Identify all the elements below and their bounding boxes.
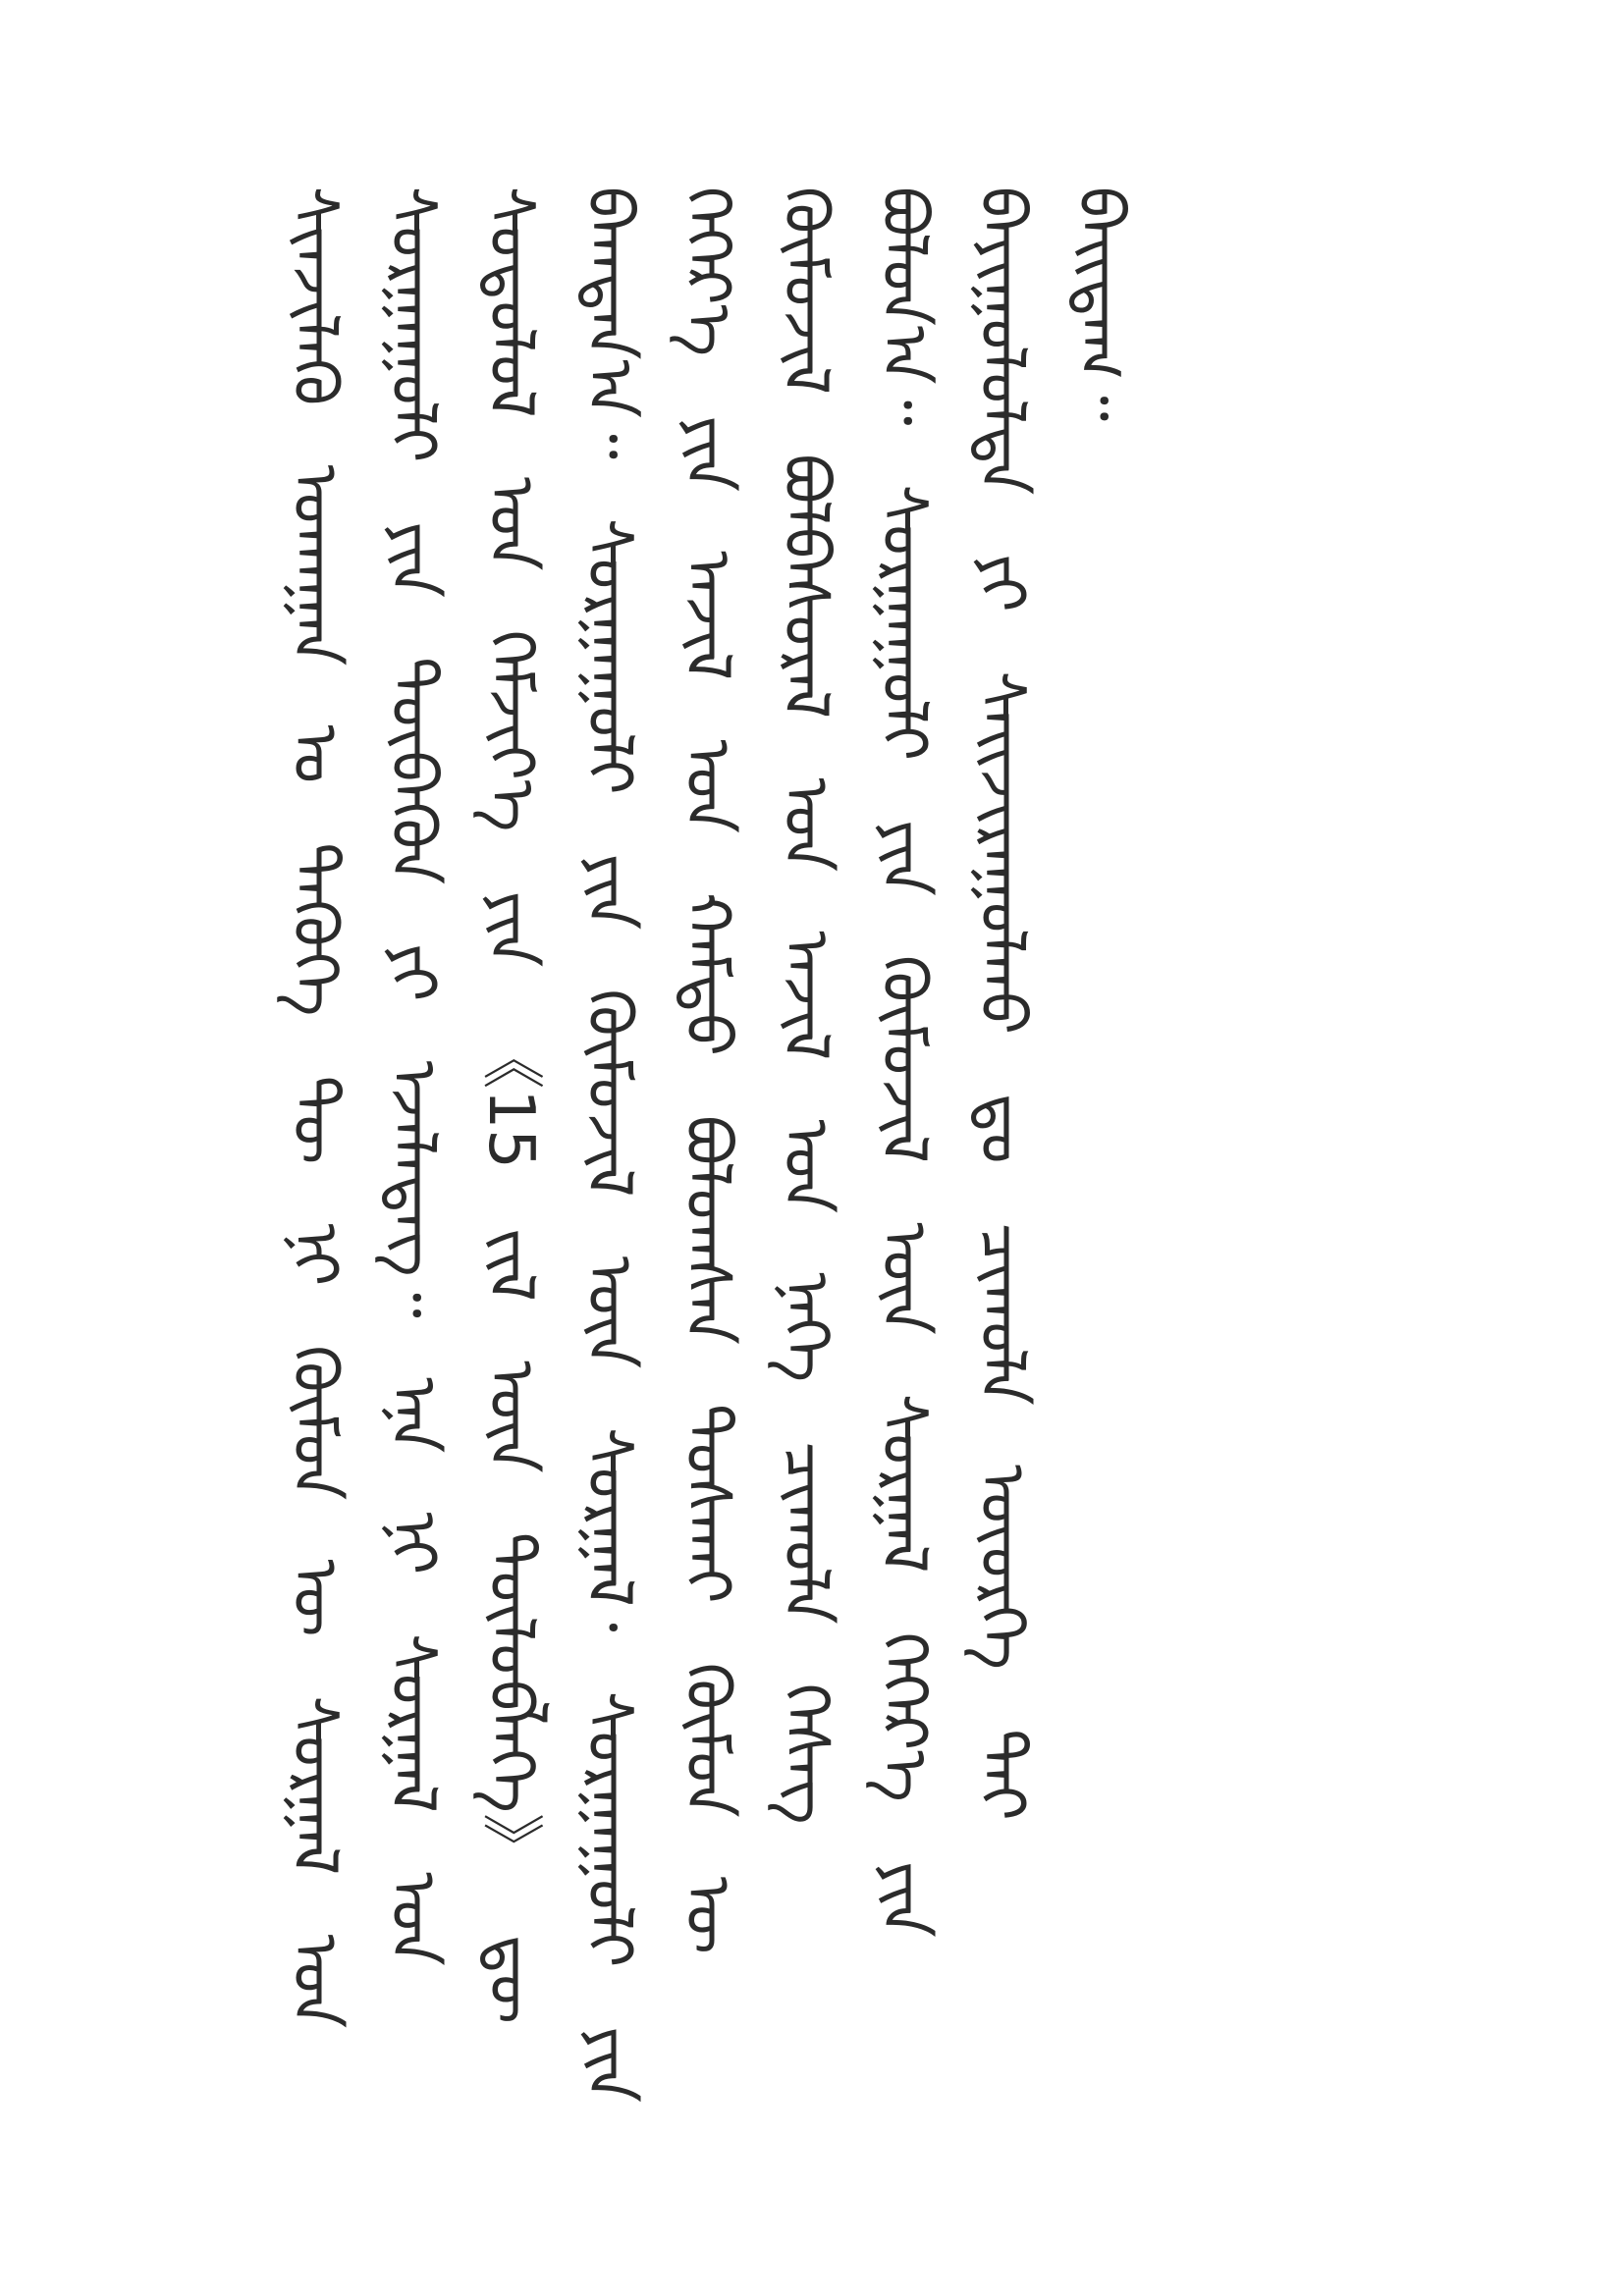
body-text bbox=[265, 187, 1345, 2110]
paragraph: ᠰᠢᠨᠵᠢᠯᠡᠬᠦ ᠤᠬᠠᠭᠠᠨ ᠤ ᠲᠡᠬᠦᠬᠡ ᠲᠦ ᠨᠢ ᠬᠦᠮᠦᠨ ᠦ ᠰᠤᠷᠭᠠᠯ ᠤᠨ ᠰᠤᠷᠭᠠᠭᠤᠯᠢ ᠶᠢᠨ ᠲᠦᠪᠡᠭᠦᠨ ᠶᠢ ᠡᠵᠡᠯᠡᠳᠡᠭ᠃ ᠡᠨᠡ ᠨᠢ ᠰᠤᠷᠭᠠᠯ ᠤᠨ ᠰᠤᠳᠤᠯᠤᠯ ᠤᠨ ᠬᠡᠮᠵᠢᠶ᠎ᠡ ᠶᠢᠨ 《15 ᠵᠢᠯ ᠦᠨ ᠲᠦᠯᠦᠪᠯᠡᠭᠡ》 ᠳᠦ ᠪᠠᠭᠲᠠᠨ᠎ᠠ᠃ ᠰᠤᠷᠭᠠᠭᠤᠯᠢ ᠶᠢᠨ ᠬᠦᠮᠦᠵᠢᠯ ᠦᠨ ᠰᠤᠷᠭᠠᠯ᠂ ᠰᠤᠷᠭᠠᠭᠤᠯᠢ ᠶᠢᠨ ᠬᠡᠭᠡᠷ᠎ᠡ ᠶᠢᠨ ᠠᠵᠢᠯ ᠤᠨ ᠬᠠᠮᠲᠤ ᠪᠤᠯᠤᠭᠰᠠᠨ ᠲᠤᠰᠬᠠᠢ ᠬᠦᠮᠦᠨ ᠦ ᠬᠦᠮᠦᠵᠢᠯ ᠪᠣᠯᠪᠠᠰᠤᠷᠠᠯ ᠤᠨ ᠠᠵᠢᠯ ᠤᠨ ᠨᠡᠭᠡ ᠴᠢᠬᠤᠯᠠ ᠬᠡᠰᠡᠭ ᠪᠣᠯᠤᠨ᠎ᠠ᠃ ᠰᠤᠷᠭᠠᠭᠤᠯᠢ ᠶᠢᠨ ᠬᠦᠮᠦᠵᠢᠯ ᠦᠨ ᠰᠤᠷᠭᠠᠯ ᠬᠡᠭᠡᠷ᠎ᠡ ᠶᠢᠨ ᠪᠠᠶᠢᠭᠤᠯᠤᠯᠲᠠ ᠶᠢ ᠰᠠᠢᠵᠢᠷᠠᠭᠤᠯᠬᠤ ᠳᠤ ᠴᠢᠬᠤᠯᠠ ᠦᠦᠷᠭᠡ ᠲᠡᠢ ᠪᠠᠢᠳᠠᠭ᠃ bbox=[278, 187, 1136, 2103]
